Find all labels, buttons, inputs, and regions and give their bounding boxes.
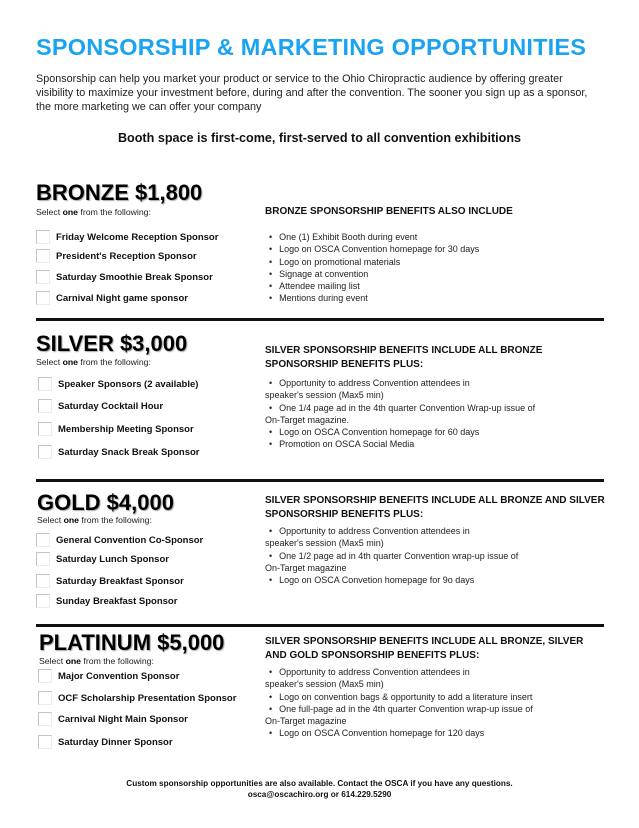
checkbox[interactable] (38, 377, 52, 391)
benefit-item: • One 1/2 page ad in 4th quarter Convention wrap-up issue of (265, 550, 518, 562)
benefit-item: • Opportunity to address Convention attendees in (265, 666, 533, 678)
benefit-item: • Attendee mailing list (265, 280, 479, 292)
benefit-item: speaker's session (Max5 min) (265, 390, 384, 401)
bronze-benefits-list (265, 231, 479, 305)
gold-option-saturday-breakfast[interactable]: Saturday Breakfast Sponsor (36, 574, 184, 588)
checkbox[interactable] (36, 594, 50, 608)
checkbox[interactable] (38, 445, 52, 459)
benefit-item: speaker's session (Max5 min) (265, 538, 384, 549)
platinum-option-carnival-main[interactable]: Carnival Night Main Sponsor (38, 712, 188, 726)
benefit-item: • Opportunity to address Convention attendees in (265, 377, 535, 389)
benefit-item: • Logo on OSCA Convention homepage for 120 days (265, 727, 533, 739)
platinum-option-saturday-dinner[interactable]: Saturday Dinner Sponsor (38, 735, 173, 749)
checkbox[interactable] (36, 291, 50, 305)
checkbox[interactable] (38, 691, 52, 705)
page-title: SPONSORSHIP & MARKETING OPPORTUNITIES (36, 34, 587, 60)
checkbox[interactable] (36, 552, 50, 566)
gold-option-lunch[interactable]: Saturday Lunch Sponsor (36, 552, 169, 566)
section-divider (36, 624, 604, 627)
benefit-item: • One full-page ad in the 4th quarter Convention wrap-up issue of (265, 703, 533, 715)
bronze-option-carnival-game[interactable]: Carnival Night game sponsor (36, 291, 188, 305)
silver-option-speaker-sponsors[interactable]: Speaker Sponsors (2 available) (38, 377, 198, 391)
benefit-item: • One 1/4 page ad in the 4th quarter Convention Wrap-up issue of (265, 402, 535, 414)
gold-benefits-list (265, 525, 518, 586)
platinum-option-ocf-scholarship[interactable]: OCF Scholarship Presentation Sponsor (38, 691, 236, 705)
gold-option-sunday-breakfast[interactable]: Sunday Breakfast Sponsor (36, 594, 177, 608)
benefit-item: speaker's session (Max5 min) (265, 679, 384, 690)
checkbox[interactable] (38, 712, 52, 726)
checkbox[interactable] (38, 669, 52, 683)
intro-paragraph: Sponsorship can help you market your product or service to the Ohio Chiropractic audience by offering greater visibility to maximize your investment before, during and after the convention. The sooner you sign up as a sponsor, the more marketing we can offer your company (36, 73, 588, 113)
platinum-benefits-heading: SILVER SPONSORSHIP BENEFITS INCLUDE ALL BRONZE, SILVER AND GOLD SPONSORSHIP BENEFITS PLUS: (265, 636, 584, 661)
silver-option-membership-meeting[interactable]: Membership Meeting Sponsor (38, 422, 194, 436)
benefit-item: • Opportunity to address Convention attendees in (265, 525, 518, 537)
bronze-tier-title: BRONZE $1,800 (36, 180, 203, 205)
silver-option-cocktail-hour[interactable]: Saturday Cocktail Hour (38, 399, 163, 413)
checkbox[interactable] (36, 249, 50, 263)
checkbox[interactable] (36, 533, 50, 547)
footer-note (0, 778, 639, 800)
benefit-item: • Logo on convention bags & opportunity to add a literature insert (265, 691, 533, 703)
silver-select-note: Select one from the following: (36, 357, 151, 367)
benefit-item: • Logo on OSCA Convetion homepage for 9o days (265, 574, 518, 586)
platinum-benefits-list (265, 666, 533, 740)
footer-line-custom: Custom sponsorship opportunities are also available. Contact the OSCA if you have any questions. (126, 779, 513, 788)
checkbox[interactable] (36, 270, 50, 284)
gold-select-note: Select one from the following: (37, 515, 152, 525)
benefit-item: • Promotion on OSCA Social Media (265, 438, 535, 450)
platinum-select-note: Select one from the following: (39, 656, 154, 666)
benefit-item: • One (1) Exhibit Booth during event (265, 231, 479, 243)
checkbox[interactable] (38, 422, 52, 436)
benefit-item: • Logo on OSCA Convention homepage for 30 days (265, 243, 479, 255)
platinum-tier-title: PLATINUM $5,000 (39, 630, 225, 655)
bronze-benefits-heading: BRONZE SPONSORSHIP BENEFITS ALSO INCLUDE (265, 206, 513, 217)
silver-option-snack-break[interactable]: Saturday Snack Break Sponsor (38, 445, 200, 459)
bronze-option-friday-welcome[interactable]: Friday Welcome Reception Sponsor (36, 230, 218, 244)
checkbox[interactable] (36, 230, 50, 244)
section-divider (36, 479, 604, 482)
checkbox[interactable] (36, 574, 50, 588)
section-divider (36, 318, 604, 321)
benefit-item: • Logo on promotional materials (265, 256, 479, 268)
benefit-item: On-Target magazine (265, 562, 347, 573)
checkbox[interactable] (38, 735, 52, 749)
silver-tier-title: SILVER $3,000 (36, 331, 188, 356)
benefit-item: On-Target magazine. (265, 414, 350, 425)
bronze-option-presidents-reception[interactable]: President's Reception Sponsor (36, 249, 197, 263)
platinum-option-major-convention[interactable]: Major Convention Sponsor (38, 669, 179, 683)
benefit-item: • Mentions during event (265, 292, 479, 304)
bronze-option-smoothie-break[interactable]: Saturday Smoothie Break Sponsor (36, 270, 213, 284)
bronze-select-note: Select one from the following: (36, 207, 151, 217)
silver-benefits-list (265, 377, 535, 451)
gold-tier-title: GOLD $4,000 (37, 490, 174, 515)
benefit-item: • Signage at convention (265, 268, 479, 280)
checkbox[interactable] (38, 399, 52, 413)
benefit-item: On-Target magazine (265, 716, 347, 727)
benefit-item: • Logo on OSCA Convention homepage for 60 days (265, 426, 535, 438)
gold-benefits-heading: SILVER SPONSORSHIP BENEFITS INCLUDE ALL BRONZE AND SILVER SPONSORSHIP BENEFITS PLUS: (265, 495, 605, 520)
footer-contact[interactable]: osca@oscachiro.org or 614.229.5290 (247, 790, 392, 799)
booth-notice: Booth space is first-come, first-served to all convention exhibitions (117, 131, 522, 145)
silver-benefits-heading: SILVER SPONSORSHIP BENEFITS INCLUDE ALL BRONZE SPONSORSHIP BENEFITS PLUS: (265, 345, 543, 370)
gold-option-convention-co-sponsor[interactable]: General Convention Co-Sponsor (36, 533, 203, 547)
